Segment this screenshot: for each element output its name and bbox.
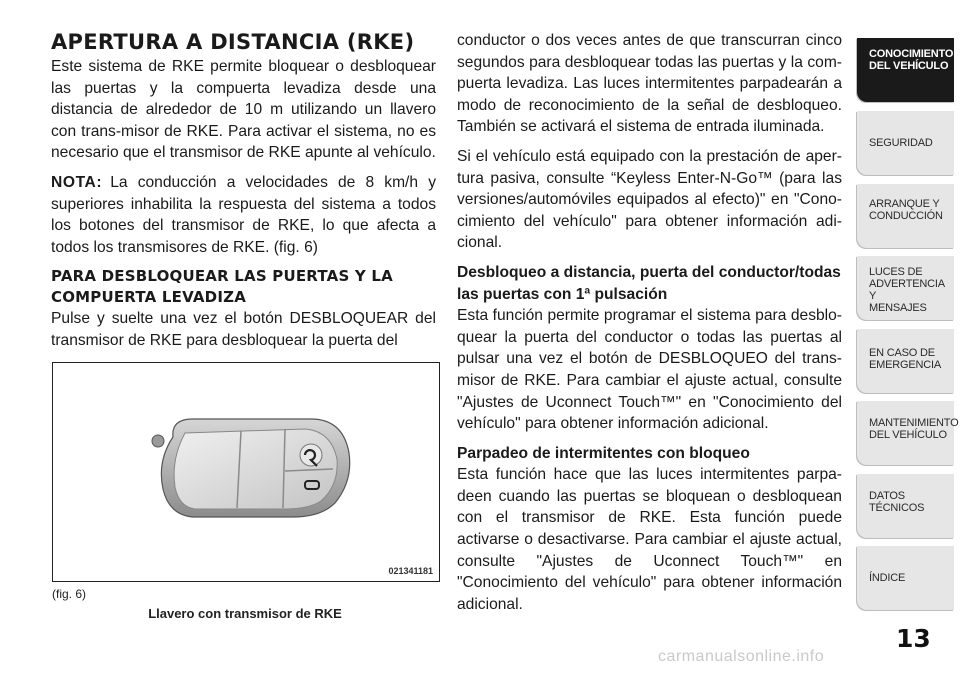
note-label: NOTA: — [51, 173, 103, 191]
tab-arranque[interactable] — [857, 184, 954, 248]
section-title: APERTURA A DISTANCIA (RKE) — [51, 30, 415, 54]
left-column — [51, 30, 436, 360]
figure-code: 021341181 — [388, 566, 433, 576]
right-paragraph-2: Si el vehículo está equipado con la prestación de aper-tura pasiva, consulte “Keyless Enter-N-Go™ (para las versiones/automóviles equipados al efecto)" en "Cono-cimiento del vehículo" para obtener información adi-cional. — [457, 147, 842, 252]
intro-paragraph: Este sistema de RKE permite bloquear o desbloquear las puertas y la compuerta levadiza desde una distancia de alrededor de 10 m utilizando un llavero con trans-misor de RKE. Para activar el sistema, no es necesario que el transmisor de RKE apunte al vehículo. — [51, 58, 436, 162]
chapter-tabs — [857, 0, 960, 678]
tab-mantenimiento[interactable] — [857, 401, 959, 465]
flash-lights-heading: Parpadeo de intermitentes con bloqueo — [457, 444, 750, 462]
tab-datos[interactable] — [857, 474, 954, 538]
tab-label: ARRANQUE Y CONDUCCIÓN — [869, 198, 943, 222]
figure-caption: Llavero con transmisor de RKE — [148, 606, 342, 621]
figure-box — [52, 362, 440, 582]
tab-indice[interactable] — [857, 546, 954, 610]
tab-luces[interactable] — [857, 256, 954, 320]
figure-number: (fig. 6) — [52, 587, 87, 601]
note-text: La conducción a velocidades de 8 km/h y superiores inhabilita la respuesta del sistema a todos los botones del transmisor de RKE, lo que afecta a todos los transmisores de RKE. (fig. 6) — [51, 173, 436, 256]
right-paragraph-4: Esta función hace que las luces intermitentes parpa-deen cuando las puertas se bloquean o desbloquean con el transmisor de RKE. Esta función puede activarse o desactivarse. Para cambiar el ajuste actual, consulte "Ajustes de Uconnect Touch™" en "Conocimiento del vehículo" para obtener información adicional. — [457, 466, 842, 613]
right-column — [457, 30, 842, 623]
page-number: 13 — [896, 624, 931, 653]
unlock-paragraph: Pulse y suelte una vez el botón DESBLOQUEAR del transmisor de RKE para desbloquear la puerta del — [51, 310, 436, 349]
tab-label: MANTENIMIENTO DEL VEHÍCULO — [869, 417, 959, 441]
tab-label: ÍNDICE — [869, 572, 906, 584]
tab-emergencia[interactable] — [857, 329, 954, 393]
tab-label: DATOS TÉCNICOS — [869, 490, 925, 514]
watermark: carmanualsonline.info — [658, 648, 825, 665]
tab-label: EN CASO DE EMERGENCIA — [869, 347, 941, 371]
right-paragraph-1: conductor o dos veces antes de que transcurran cinco segundos para desbloquear todas las puertas y la com-puerta levadiza. Las luces intermitentes parpadearán a modo de reconocimiento de la señal de desbloqueo. También se activará el sistema de entrada iluminada. — [457, 32, 842, 136]
remote-unlock-heading: Desbloqueo a distancia, puerta del conductor/todas las puertas con 1ª pulsación — [457, 263, 841, 303]
tab-label: CONOCIMIENTO DEL VEHÍCULO — [869, 48, 954, 72]
tab-seguridad[interactable] — [857, 111, 954, 175]
tab-label: SEGURIDAD — [869, 137, 933, 149]
note-paragraph — [51, 172, 436, 258]
key-fob-illustration — [53, 363, 439, 581]
unlock-heading: PARA DESBLOQUEAR LAS PUERTAS Y LA COMPUERTA LEVADIZA — [51, 267, 393, 307]
tab-label: LUCES DE ADVERTENCIA Y MENSAJES — [869, 266, 945, 314]
tab-conocimiento[interactable] — [857, 38, 954, 102]
right-paragraph-3: Esta función permite programar el sistema para desblo-quear la puerta del conductor o todas las puertas al pulsar una vez el botón de DESBLOQUEO del trans-misor de RKE. Para cambiar el ajuste actual, consulte "Ajustes de Uconnect Touch™" en "Conocimiento del vehículo" para obtener información adicional. — [457, 307, 842, 433]
